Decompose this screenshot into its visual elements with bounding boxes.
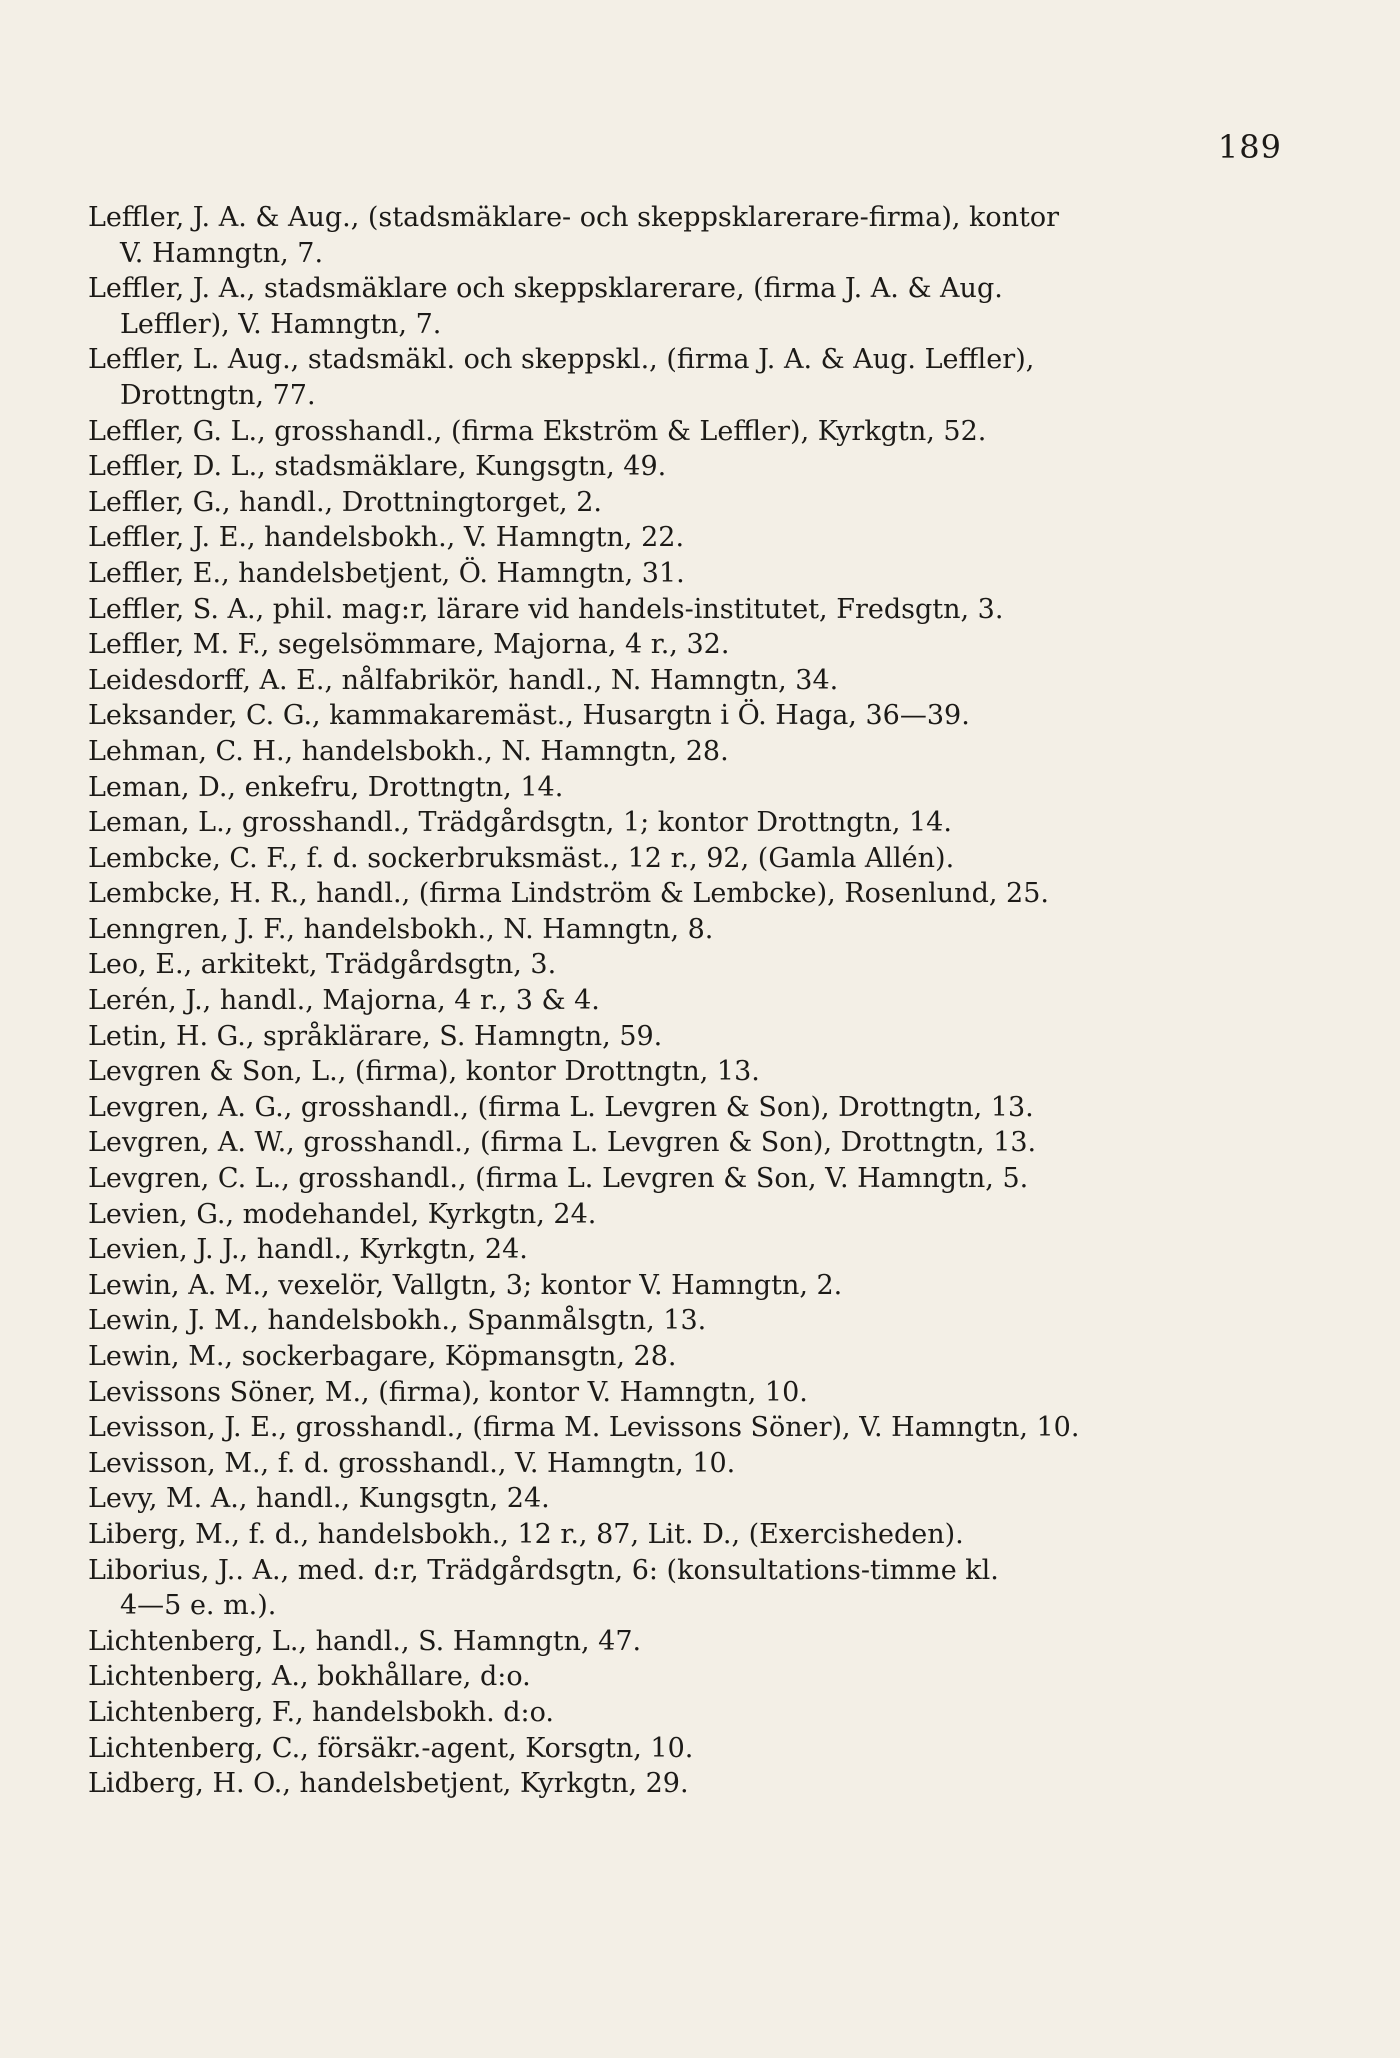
directory-entry: Leksander, C. G., kammakaremäst., Husargtn i Ö. Haga, 36—39. bbox=[88, 700, 970, 732]
directory-entry: Lenngren, J. F., handelsbokh., N. Hamngtn, 8. bbox=[88, 913, 714, 945]
directory-entry: Leffler, J. A. & Aug., (stadsmäklare- och skeppsklarerare-firma), kontor bbox=[88, 202, 1060, 233]
directory-entry: Levien, G., modehandel, Kyrkgtn, 24. bbox=[88, 1198, 597, 1230]
directory-entry: Leidesdorff, A. E., nålfabrikör, handl., N. Hamngtn, 34. bbox=[88, 664, 839, 696]
directory-entry: Leffler, S. A., phil. mag:r, lärare vid handels-institutet, Fredsgtn, 3. bbox=[88, 593, 1004, 625]
directory-entry: Lerén, J., handl., Majorna, 4 r., 3 & 4. bbox=[88, 985, 600, 1017]
directory-entry: Lewin, M., sockerbagare, Köpmansgtn, 28. bbox=[88, 1341, 677, 1372]
directory-entry: Levien, J. J., handl., Kyrkgtn, 24. bbox=[88, 1234, 528, 1266]
directory-entry: Leffler, M. F., segelsömmare, Majorna, 4 r., 32. bbox=[88, 629, 730, 661]
directory-entry: Leman, L., grosshandl., Trädgårdsgtn, 1; kontor Drottngtn, 14. bbox=[88, 807, 952, 839]
directory-entry-continuation: V. Hamngtn, 7. bbox=[120, 237, 324, 269]
directory-entry: Levissons Söner, M., (firma), kontor V. Hamngtn, 10. bbox=[88, 1376, 808, 1408]
directory-entries bbox=[88, 200, 1288, 1802]
page-number: 189 bbox=[1217, 128, 1282, 166]
directory-entry: Lewin, J. M., handelsbokh., Spanmålsgtn, 13. bbox=[88, 1305, 707, 1337]
directory-entry: Lehman, C. H., handelsbokh., N. Hamngtn, 28. bbox=[88, 735, 729, 767]
directory-entry: Leffler, E., handelsbetjent, Ö. Hamngtn, 31. bbox=[88, 557, 685, 589]
directory-entry: Levisson, M., f. d. grosshandl., V. Hamngtn, 10. bbox=[88, 1447, 736, 1479]
directory-entry: Leffler, L. Aug., stadsmäkl. och skeppskl., (firma J. A. & Aug. Leffler), bbox=[88, 344, 1035, 376]
directory-entry: Leo, E., arkitekt, Trädgårdsgtn, 3. bbox=[88, 949, 557, 981]
directory-entry: Lichtenberg, A., bokhållare, d:o. bbox=[88, 1661, 531, 1693]
directory-entry: Leffler, J. A., stadsmäklare och skeppsklarerare, (firma J. A. & Aug. bbox=[88, 273, 1003, 305]
directory-entry: Levgren, C. L., grosshandl., (firma L. Levgren & Son, V. Hamngtn, 5. bbox=[88, 1163, 1029, 1195]
directory-entry-continuation: Drottngtn, 77. bbox=[120, 379, 316, 411]
directory-entry: Lewin, A. M., vexelör, Vallgtn, 3; kontor V. Hamngtn, 2. bbox=[88, 1269, 843, 1301]
directory-entry: Lichtenberg, F., handelsbokh. d:o. bbox=[88, 1696, 555, 1728]
directory-entry: Levgren & Son, L., (firma), kontor Drottngtn, 13. bbox=[88, 1056, 760, 1088]
directory-entry: Leffler, J. E., handelsbokh., V. Hamngtn, 22. bbox=[88, 522, 685, 554]
directory-entry: Liborius, J.. A., med. d:r, Trädgårdsgtn, 6: (konsultations-timme kl. bbox=[88, 1554, 999, 1586]
directory-entry: Letin, H. G., språklärare, S. Hamngtn, 59. bbox=[88, 1020, 663, 1052]
directory-entry: Leffler, G. L., grosshandl., (firma Ekström & Leffler), Kyrkgtn, 52. bbox=[88, 415, 987, 447]
directory-entry: Levgren, A. G., grosshandl., (firma L. Levgren & Son), Drottngtn, 13. bbox=[88, 1091, 1034, 1123]
directory-entry: Levisson, J. E., grosshandl., (firma M. Levissons Söner), V. Hamngtn, 10. bbox=[88, 1412, 1080, 1444]
directory-entry: Lidberg, H. O., handelsbetjent, Kyrkgtn, 29. bbox=[88, 1768, 689, 1800]
directory-entry: Lichtenberg, L., handl., S. Hamngtn, 47. bbox=[88, 1625, 642, 1657]
directory-entry: Levy, M. A., handl., Kungsgtn, 24. bbox=[88, 1483, 550, 1515]
directory-entry: Lembcke, C. F., f. d. sockerbruksmäst., 12 r., 92, (Gamla Allén). bbox=[88, 842, 955, 874]
directory-entry: Lichtenberg, C., försäkr.-agent, Korsgtn, 10. bbox=[88, 1732, 694, 1764]
directory-entry-continuation: 4—5 e. m.). bbox=[120, 1590, 277, 1622]
directory-entry: Lembcke, H. R., handl., (firma Lindström & Lembcke), Rosenlund, 25. bbox=[88, 878, 1049, 910]
directory-entry: Leman, D., enkefru, Drottngtn, 14. bbox=[88, 771, 564, 803]
directory-entry: Liberg, M., f. d., handelsbokh., 12 r., 87, Lit. D., (Exercisheden). bbox=[88, 1518, 964, 1550]
directory-entry: Leffler, G., handl., Drottningtorget, 2. bbox=[88, 486, 602, 518]
directory-entry-continuation: Leffler), V. Hamngtn, 7. bbox=[120, 308, 442, 340]
directory-entry: Leffler, D. L., stadsmäklare, Kungsgtn, 49. bbox=[88, 451, 667, 483]
directory-entry: Levgren, A. W., grosshandl., (firma L. Levgren & Son), Drottngtn, 13. bbox=[88, 1127, 1037, 1159]
